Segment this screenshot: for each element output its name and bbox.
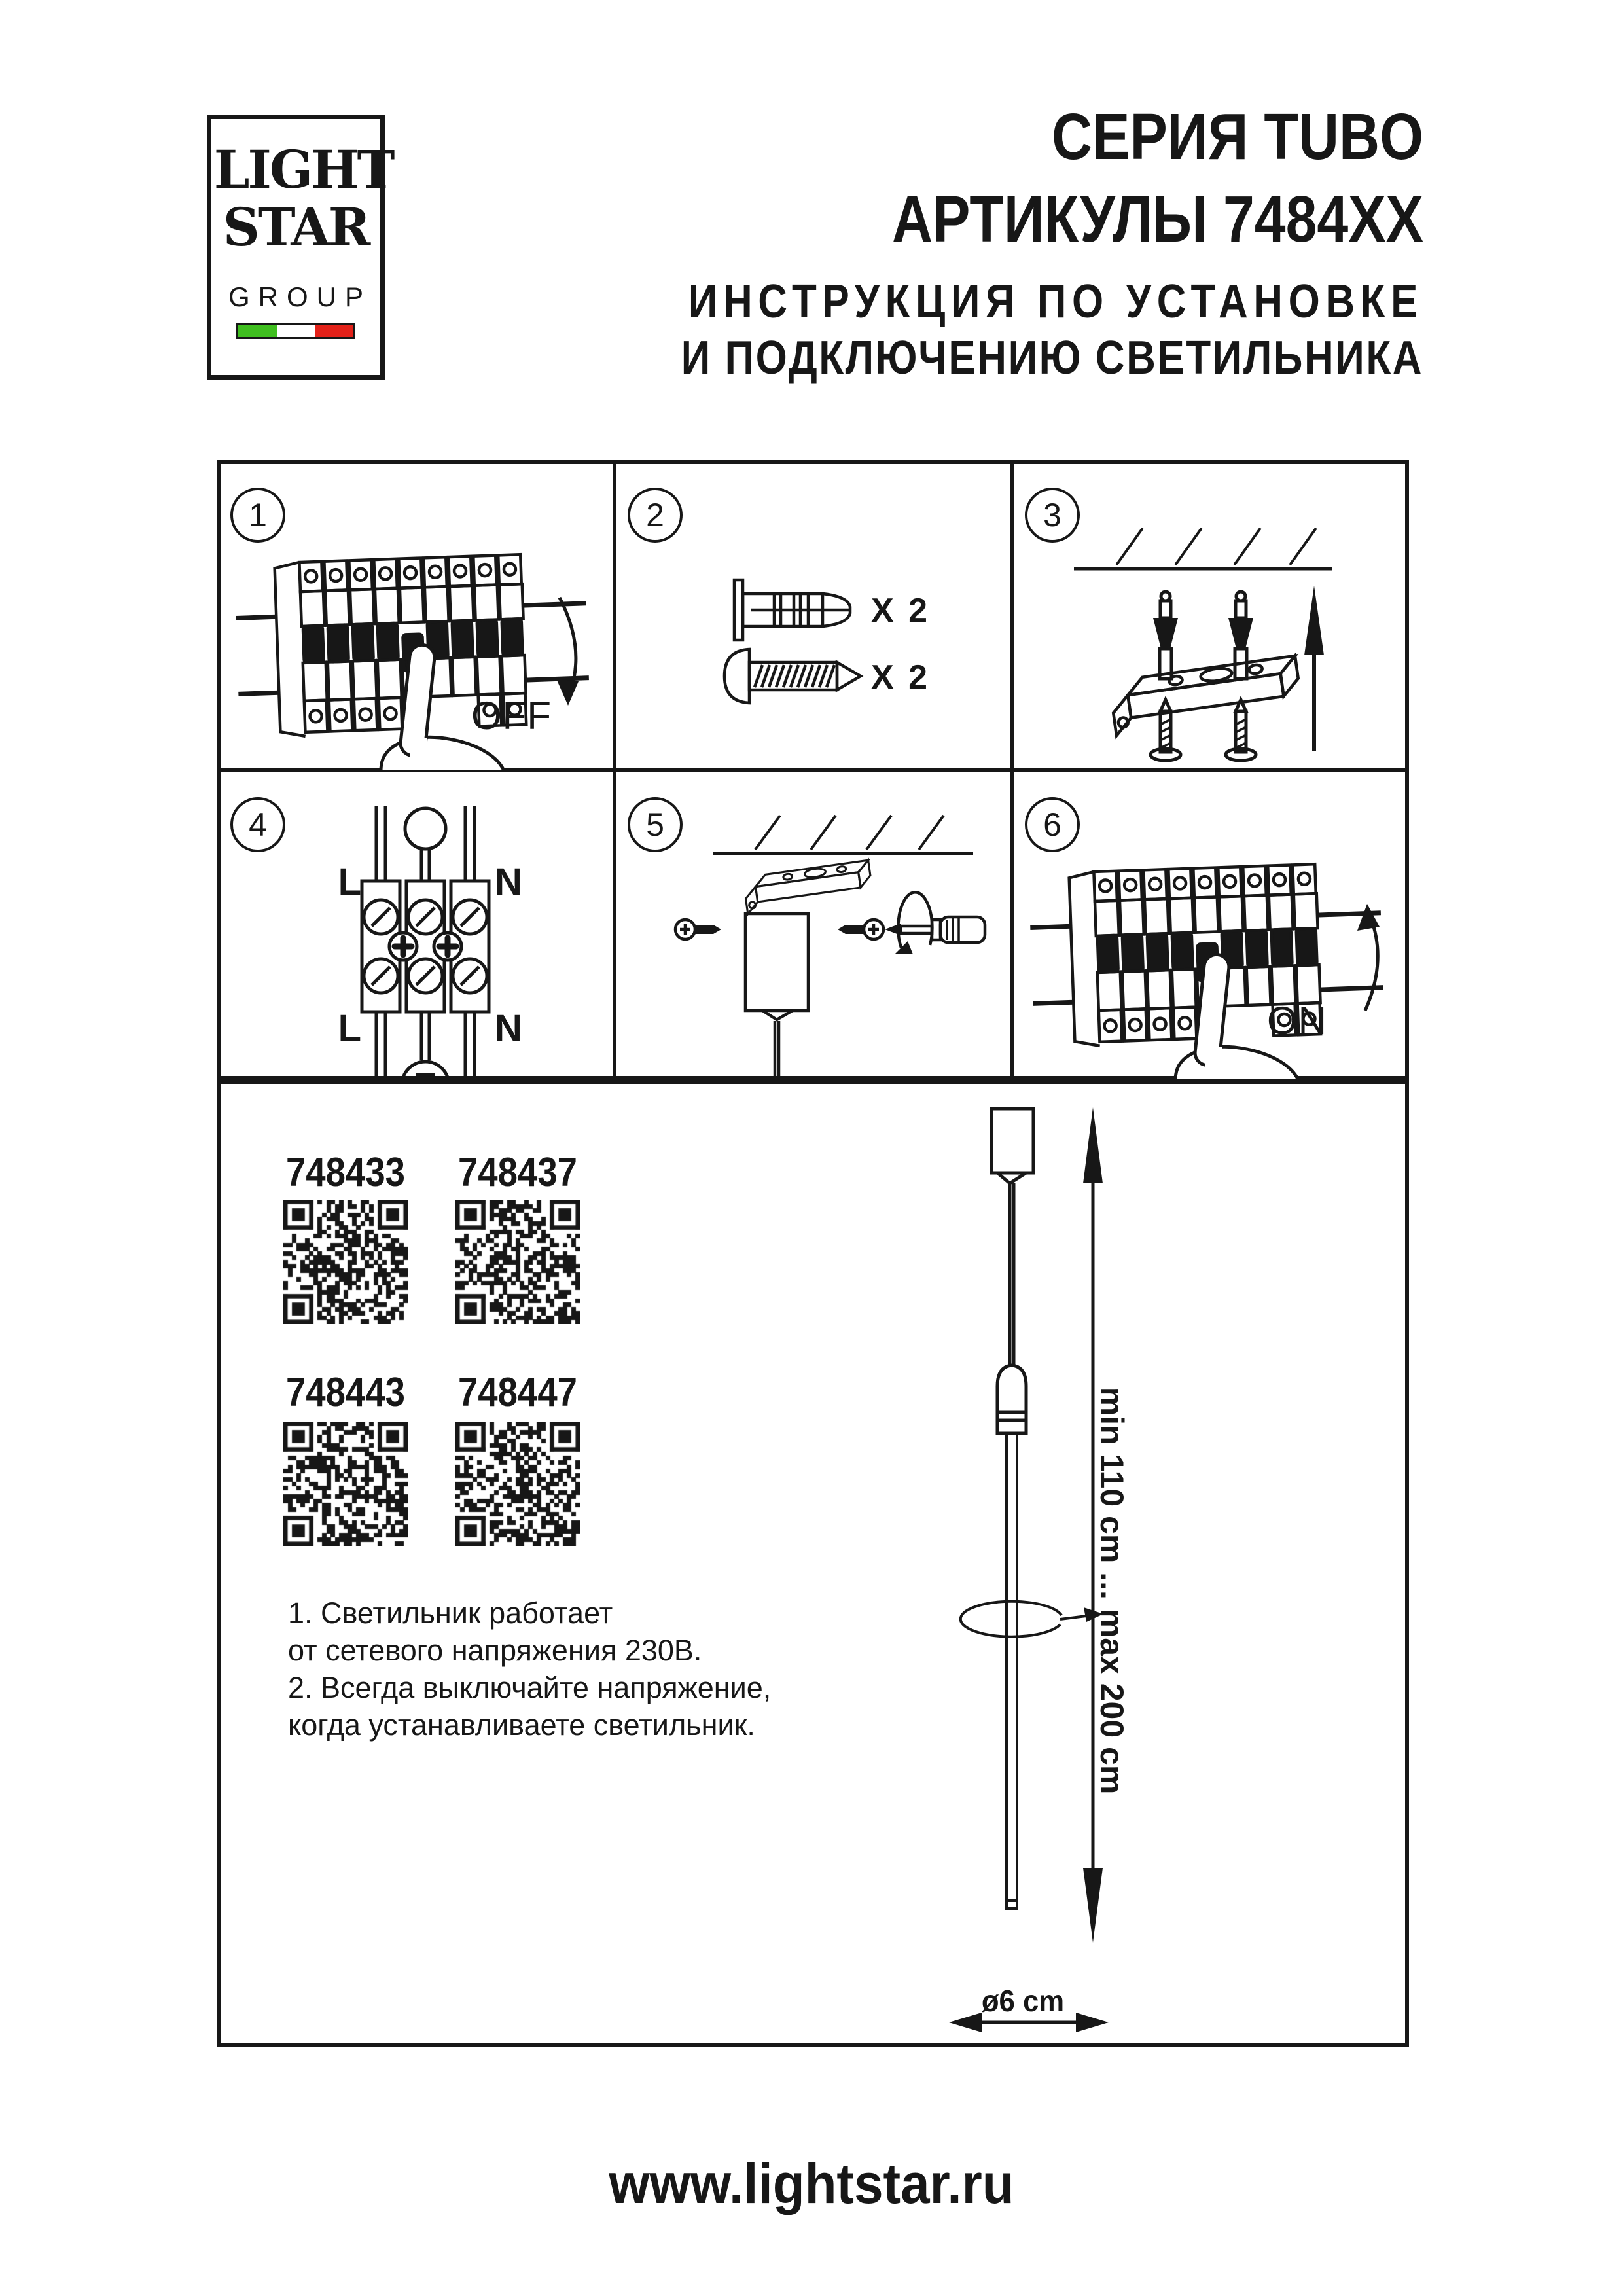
instruction-title-line1: ИНСТРУКЦИЯ ПО УСТАНОВКЕ xyxy=(688,276,1423,328)
height-range-label: min 110 cm ... max 200 cm xyxy=(1094,1386,1130,1795)
arrow-up-icon xyxy=(1357,904,1380,931)
flag-green-stripe xyxy=(238,325,277,337)
ceiling-hatch xyxy=(755,816,944,850)
mounting-bracket-icon xyxy=(1109,656,1303,736)
website-url: www.lightstar.ru xyxy=(609,2153,1014,2215)
terminal-label-N-bottom: N xyxy=(495,1007,522,1050)
lamp-canopy xyxy=(991,1109,1033,1173)
canopy-icon xyxy=(745,914,808,1011)
note-line: 1. Светильник работает xyxy=(288,1596,613,1630)
screw-icon xyxy=(724,649,861,703)
flag-red-stripe xyxy=(315,325,353,337)
article-number: 748433 xyxy=(285,1150,406,1195)
diameter-label: ø6 cm xyxy=(981,1984,1065,2018)
step-3-panel xyxy=(1012,460,1409,770)
note-line: 2. Всегда выключайте напряжение, xyxy=(288,1671,772,1704)
logo-word-star: STAR xyxy=(223,196,369,258)
article-number: 748437 xyxy=(457,1150,578,1195)
qr-code xyxy=(283,1422,408,1546)
lamp-socket xyxy=(997,1365,1026,1433)
terminal-label-L-top: L xyxy=(338,861,361,903)
step-5-panel xyxy=(615,770,1012,1079)
step-4-panel xyxy=(217,770,615,1079)
anchor-quantity: X 2 xyxy=(871,592,931,630)
qr-code xyxy=(283,1200,408,1324)
instruction-title-line2: И ПОДКЛЮЧЕНИЮ СВЕТИЛЬНИКА xyxy=(681,332,1423,384)
article-number: 748447 xyxy=(457,1370,578,1415)
step-2-panel xyxy=(615,460,1012,770)
step-6-panel xyxy=(1012,770,1409,1079)
logo-word-group: GROUP xyxy=(228,281,372,312)
step-number-3: 3 xyxy=(1025,488,1080,543)
articles-title: АРТИКУЛЫ 7484ХХ xyxy=(891,183,1423,256)
arrow-up-icon xyxy=(1304,586,1324,655)
rotation-ellipse xyxy=(961,1602,1061,1637)
lamp-tube xyxy=(1007,1433,1017,1909)
terminal-label-N-top: N xyxy=(495,861,522,903)
qr-code xyxy=(455,1422,580,1546)
qr-code xyxy=(455,1200,580,1324)
safety-notes xyxy=(288,1594,785,1744)
wall-anchor-vertical-icon xyxy=(1153,592,1178,679)
terminal-label-L-bottom: L xyxy=(338,1007,361,1050)
off-label: OFF xyxy=(471,694,552,738)
ceiling-hatch xyxy=(1116,528,1316,565)
step-number-2: 2 xyxy=(628,488,683,543)
wire-ball-icon xyxy=(405,808,446,849)
step-number-1: 1 xyxy=(230,488,285,543)
screw-vertical-icon xyxy=(1150,700,1181,761)
screw-horizontal-icon xyxy=(838,920,883,939)
note-line: когда устанавливаете светильник. xyxy=(288,1708,755,1742)
earth-ground-icon xyxy=(402,1062,449,1079)
mounting-bracket-icon xyxy=(743,860,873,914)
screw-vertical-icon xyxy=(1226,700,1256,761)
step-number-4: 4 xyxy=(230,797,285,852)
series-title: СЕРИЯ TUBO xyxy=(1052,100,1423,173)
italian-flag xyxy=(236,323,355,339)
arrow-down-icon xyxy=(556,679,579,706)
screw-quantity: X 2 xyxy=(871,658,931,696)
step-1-panel xyxy=(217,460,615,770)
wall-anchor-icon xyxy=(734,580,850,640)
logo-word-light: LIGHT xyxy=(213,139,393,200)
rotation-arrow-icon xyxy=(898,892,932,948)
article-number: 748443 xyxy=(285,1370,406,1415)
on-label: ON xyxy=(1267,999,1327,1043)
step-number-6: 6 xyxy=(1025,797,1080,852)
screw-horizontal-icon xyxy=(675,920,721,939)
note-line: от сетевого напряжения 230В. xyxy=(288,1634,702,1667)
lightstar-logo xyxy=(207,115,393,380)
step-number-5: 5 xyxy=(628,797,683,852)
flag-white-stripe xyxy=(277,325,315,337)
